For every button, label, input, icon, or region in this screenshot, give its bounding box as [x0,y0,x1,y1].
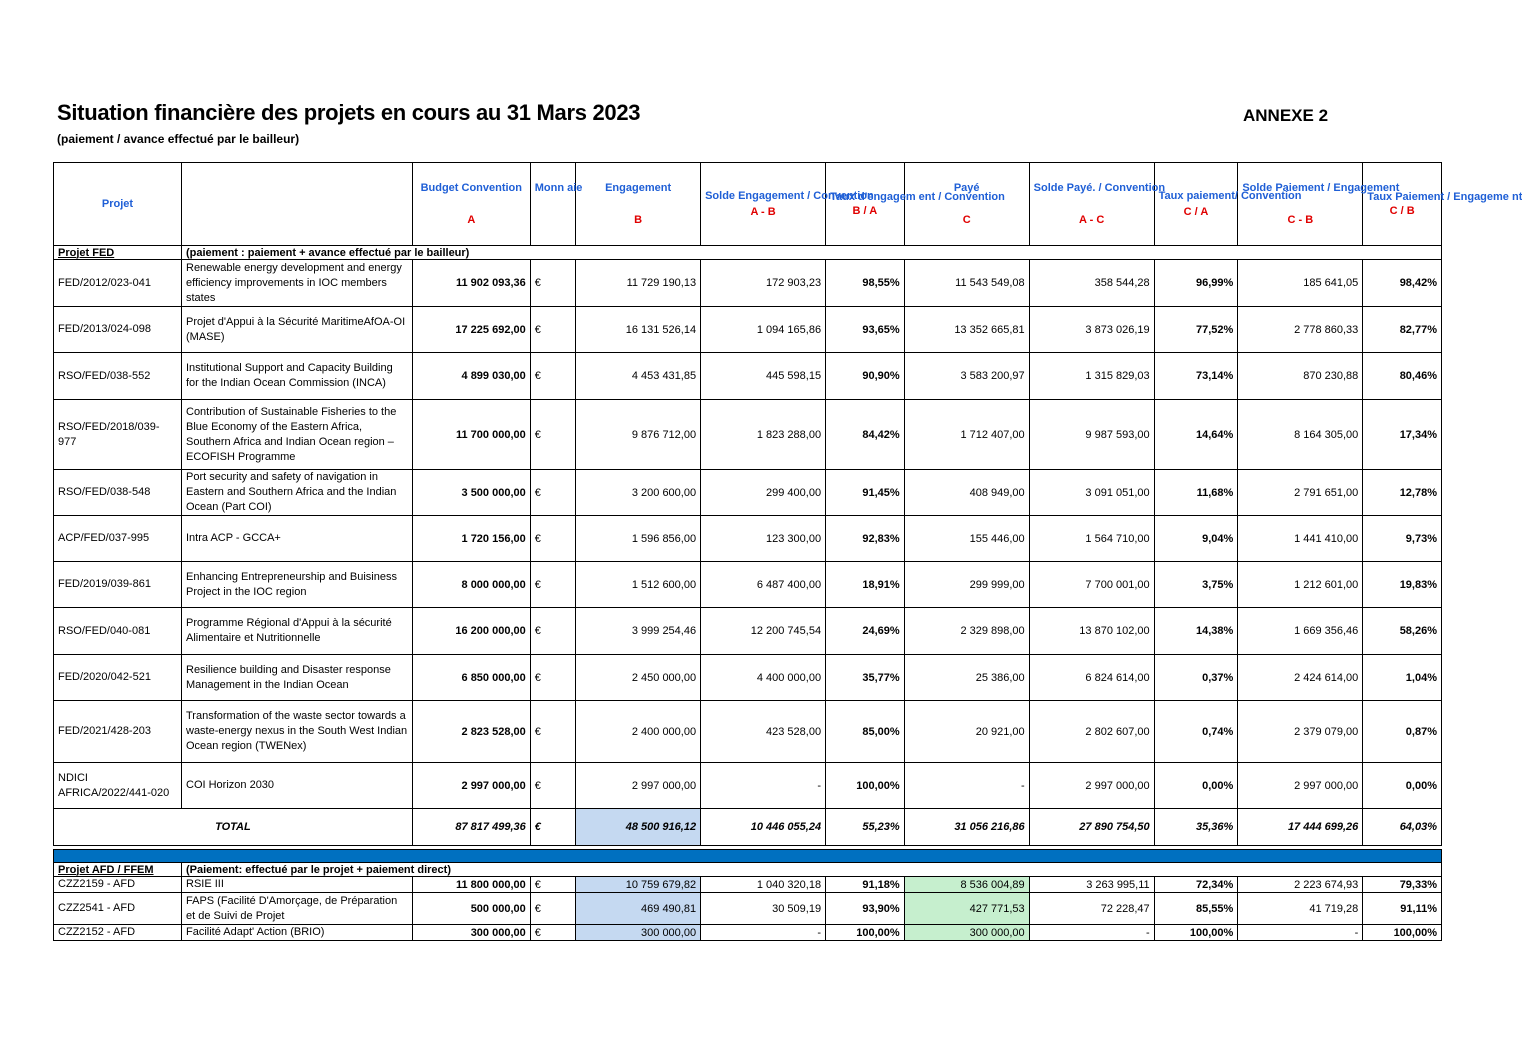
table-row [54,763,1442,809]
cell-taux-paiement: 0,74% [1154,701,1238,763]
cell-taux-engagement: 91,45% [826,470,905,516]
cell-engagement: 1 512 600,00 [576,562,701,608]
section-fed-row [54,246,1442,260]
header-paye: Payé C [904,163,1029,246]
cell-engagement: 300 000,00 [576,925,701,941]
cell-solde-paye: 9 987 593,00 [1029,400,1154,470]
cell-engagement: 11 729 190,13 [576,260,701,307]
cell-paye: - [904,763,1029,809]
cell-code: NDICI AFRICA/2022/441-020 [54,763,182,809]
cell-budget: 2 997 000,00 [412,763,530,809]
cell-taux-paiement-engagement: 1,04% [1363,655,1442,701]
cell-code: CZZ2152 - AFD [54,925,182,941]
section-fed-label: Projet FED [54,246,182,260]
cell-currency: € [530,701,575,763]
cell-solde-paiement: 870 230,88 [1238,353,1363,400]
cell-solde-paiement: 1 669 356,46 [1238,608,1363,655]
cell-taux-paiement: 9,04% [1154,516,1238,562]
cell-solde-engagement: 30 509,19 [701,893,826,925]
cell-taux-paiement-engagement: 12,78% [1363,470,1442,516]
cell-solde-paye: 358 544,28 [1029,260,1154,307]
cell-taux-engagement: 93,65% [826,307,905,353]
cell-taux-engagement: 84,42% [826,400,905,470]
cell-name: Transformation of the waste sector towards a waste-energy nexus in the South West Indian Ocean region (TWENex) [182,701,413,763]
cell-currency: € [530,307,575,353]
cell-paye: 25 386,00 [904,655,1029,701]
total-solde-paiement: 17 444 699,26 [1238,809,1363,846]
cell-code: CZZ2159 - AFD [54,877,182,893]
cell-code: FED/2012/023-041 [54,260,182,307]
total-taux-paiement-engagement: 64,03% [1363,809,1442,846]
cell-taux-paiement: 73,14% [1154,353,1238,400]
page-title: Situation financière des projets en cours au 31 Mars 2023 [57,100,641,125]
cell-engagement: 2 450 000,00 [576,655,701,701]
cell-paye: 1 712 407,00 [904,400,1029,470]
cell-taux-paiement: 77,52% [1154,307,1238,353]
section-afd-row [54,863,1442,877]
cell-solde-engagement: 12 200 745,54 [701,608,826,655]
header-taux-engagement: Taux d'engagem ent / Convention B / A [826,163,905,246]
table-row [54,893,1442,925]
cell-taux-engagement: 100,00% [826,763,905,809]
total-engagement: 48 500 916,12 [576,809,701,846]
cell-code: RSO/FED/038-548 [54,470,182,516]
cell-taux-paiement: 85,55% [1154,893,1238,925]
header-taux-paiement-engagement: Taux Paiement / Engageme nt C / B [1363,163,1442,246]
total-solde-paye: 27 890 754,50 [1029,809,1154,846]
cell-engagement: 3 200 600,00 [576,470,701,516]
cell-paye: 20 921,00 [904,701,1029,763]
cell-currency: € [530,877,575,893]
cell-code: RSO/FED/2018/039-977 [54,400,182,470]
cell-paye: 8 536 004,89 [904,877,1029,893]
cell-solde-paiement: - [1238,925,1363,941]
cell-solde-paiement: 2 997 000,00 [1238,763,1363,809]
cell-taux-paiement-engagement: 82,77% [1363,307,1442,353]
cell-taux-paiement: 0,00% [1154,763,1238,809]
cell-budget: 6 850 000,00 [412,655,530,701]
cell-engagement: 1 596 856,00 [576,516,701,562]
cell-taux-paiement-engagement: 79,33% [1363,877,1442,893]
cell-taux-engagement: 85,00% [826,701,905,763]
cell-engagement: 4 453 431,85 [576,353,701,400]
cell-taux-engagement: 35,77% [826,655,905,701]
cell-solde-engagement: 172 903,23 [701,260,826,307]
cell-taux-paiement-engagement: 100,00% [1363,925,1442,941]
cell-name: Intra ACP - GCCA+ [182,516,413,562]
header-solde-paiement: Solde Paiement / Engagement C - B [1238,163,1363,246]
cell-solde-paye: 3 263 995,11 [1029,877,1154,893]
cell-engagement: 10 759 679,82 [576,877,701,893]
cell-paye: 3 583 200,97 [904,353,1029,400]
cell-taux-paiement: 72,34% [1154,877,1238,893]
header-engagement: Engagement B [576,163,701,246]
cell-solde-engagement: 123 300,00 [701,516,826,562]
table-row [54,562,1442,608]
cell-name: Contribution of Sustainable Fisheries to the Blue Economy of the Eastern Africa, Southern Africa and Indian Ocean region – ECOFISH Programme [182,400,413,470]
table-row [54,470,1442,516]
cell-paye: 155 446,00 [904,516,1029,562]
total-budget: 87 817 499,36 [412,809,530,846]
header-projet: Projet [54,163,182,246]
cell-taux-engagement: 98,55% [826,260,905,307]
cell-taux-paiement-engagement: 58,26% [1363,608,1442,655]
cell-taux-paiement: 14,64% [1154,400,1238,470]
total-currency: € [530,809,575,846]
cell-taux-paiement: 0,37% [1154,655,1238,701]
cell-engagement: 2 400 000,00 [576,701,701,763]
cell-taux-paiement-engagement: 17,34% [1363,400,1442,470]
cell-currency: € [530,516,575,562]
cell-code: FED/2013/024-098 [54,307,182,353]
cell-taux-paiement-engagement: 0,00% [1363,763,1442,809]
cell-paye: 13 352 665,81 [904,307,1029,353]
cell-taux-paiement: 100,00% [1154,925,1238,941]
cell-paye: 408 949,00 [904,470,1029,516]
cell-currency: € [530,353,575,400]
cell-currency: € [530,562,575,608]
cell-budget: 11 700 000,00 [412,400,530,470]
table-row [54,655,1442,701]
table-row [54,516,1442,562]
section-afd-note: (Paiement: effectué par le projet + paiement direct) [182,863,1442,877]
cell-budget: 1 720 156,00 [412,516,530,562]
cell-solde-engagement: 423 528,00 [701,701,826,763]
cell-solde-paye: 2 997 000,00 [1029,763,1154,809]
cell-budget: 11 902 093,36 [412,260,530,307]
cell-currency: € [530,608,575,655]
cell-solde-engagement: - [701,763,826,809]
cell-name: Resilience building and Disaster response Management in the Indian Ocean [182,655,413,701]
cell-paye: 11 543 549,08 [904,260,1029,307]
cell-taux-paiement: 3,75% [1154,562,1238,608]
header-description [182,163,413,246]
cell-name: Facilité Adapt' Action (BRIO) [182,925,413,941]
cell-solde-paye: 72 228,47 [1029,893,1154,925]
cell-paye: 2 329 898,00 [904,608,1029,655]
cell-budget: 16 200 000,00 [412,608,530,655]
cell-solde-paye: 1 315 829,03 [1029,353,1154,400]
cell-solde-engagement: 6 487 400,00 [701,562,826,608]
section-afd-label: Projet AFD / FFEM [54,863,182,877]
cell-name: Port security and safety of navigation in Eastern and Southern Africa and the Indian Ocean (Part COI) [182,470,413,516]
cell-taux-paiement-engagement: 9,73% [1363,516,1442,562]
cell-solde-paiement: 185 641,05 [1238,260,1363,307]
cell-engagement: 469 490,81 [576,893,701,925]
cell-taux-engagement: 91,18% [826,877,905,893]
cell-solde-paiement: 1 441 410,00 [1238,516,1363,562]
cell-code: FED/2020/042-521 [54,655,182,701]
cell-engagement: 2 997 000,00 [576,763,701,809]
table-row [54,307,1442,353]
cell-solde-paye: 7 700 001,00 [1029,562,1154,608]
cell-taux-engagement: 92,83% [826,516,905,562]
cell-taux-paiement-engagement: 98,42% [1363,260,1442,307]
cell-name: COI Horizon 2030 [182,763,413,809]
cell-solde-engagement: 1 823 288,00 [701,400,826,470]
cell-name: Projet d'Appui à la Sécurité MaritimeAfOA-OI (MASE) [182,307,413,353]
cell-solde-paye: 3 873 026,19 [1029,307,1154,353]
section-fed-note: (paiement : paiement + avance effectué par le bailleur) [182,246,1442,260]
cell-currency: € [530,400,575,470]
cell-budget: 3 500 000,00 [412,470,530,516]
total-taux-paiement: 35,36% [1154,809,1238,846]
cell-solde-paiement: 2 424 614,00 [1238,655,1363,701]
cell-name: RSIE III [182,877,413,893]
cell-solde-paiement: 2 379 079,00 [1238,701,1363,763]
table-row [54,608,1442,655]
table-row [54,353,1442,400]
cell-solde-paiement: 2 223 674,93 [1238,877,1363,893]
table-row [54,400,1442,470]
cell-engagement: 9 876 712,00 [576,400,701,470]
cell-budget: 4 899 030,00 [412,353,530,400]
cell-currency: € [530,925,575,941]
cell-engagement: 16 131 526,14 [576,307,701,353]
table-row [54,701,1442,763]
cell-solde-engagement: 445 598,15 [701,353,826,400]
cell-solde-paye: 6 824 614,00 [1029,655,1154,701]
cell-solde-paye: 13 870 102,00 [1029,608,1154,655]
cell-paye: 427 771,53 [904,893,1029,925]
cell-solde-paye: 1 564 710,00 [1029,516,1154,562]
cell-solde-paiement: 2 791 651,00 [1238,470,1363,516]
cell-taux-paiement: 96,99% [1154,260,1238,307]
cell-solde-paiement: 2 778 860,33 [1238,307,1363,353]
cell-taux-engagement: 90,90% [826,353,905,400]
page-subtitle: (paiement / avance effectué par le bailleur) [57,132,300,146]
cell-taux-engagement: 100,00% [826,925,905,941]
cell-taux-paiement-engagement: 19,83% [1363,562,1442,608]
header-budget: Budget Convention A [412,163,530,246]
cell-solde-paiement: 41 719,28 [1238,893,1363,925]
header-solde-paye: Solde Payé. / Convention A - C [1029,163,1154,246]
cell-currency: € [530,260,575,307]
cell-currency: € [530,655,575,701]
cell-name: Institutional Support and Capacity Building for the Indian Ocean Commission (INCA) [182,353,413,400]
total-paye: 31 056 216,86 [904,809,1029,846]
cell-name: FAPS (Facilité D'Amorçage, de Préparation et de Suivi de Projet [182,893,413,925]
table-header-row [54,163,1442,246]
total-taux-engagement: 55,23% [826,809,905,846]
cell-solde-engagement: - [701,925,826,941]
cell-solde-engagement: 1 094 165,86 [701,307,826,353]
cell-code: RSO/FED/038-552 [54,353,182,400]
cell-budget: 2 823 528,00 [412,701,530,763]
header-solde-engagement: Solde Engagement / Convention A - B [701,163,826,246]
total-label: TOTAL [54,809,413,846]
section-divider-band [54,850,1442,863]
cell-taux-paiement-engagement: 91,11% [1363,893,1442,925]
cell-paye: 299 999,00 [904,562,1029,608]
cell-code: ACP/FED/037-995 [54,516,182,562]
cell-taux-engagement: 24,69% [826,608,905,655]
cell-code: RSO/FED/040-081 [54,608,182,655]
cell-budget: 17 225 692,00 [412,307,530,353]
cell-budget: 8 000 000,00 [412,562,530,608]
cell-solde-paiement: 1 212 601,00 [1238,562,1363,608]
cell-code: FED/2021/428-203 [54,701,182,763]
cell-budget: 300 000,00 [412,925,530,941]
annexe-label: ANNEXE 2 [1243,106,1329,125]
cell-solde-paye: 3 091 051,00 [1029,470,1154,516]
cell-solde-engagement: 1 040 320,18 [701,877,826,893]
cell-currency: € [530,763,575,809]
cell-solde-paiement: 8 164 305,00 [1238,400,1363,470]
total-row [54,809,1442,846]
cell-taux-paiement: 14,38% [1154,608,1238,655]
cell-solde-engagement: 299 400,00 [701,470,826,516]
cell-budget: 11 800 000,00 [412,877,530,893]
table-row [54,260,1442,307]
cell-taux-paiement-engagement: 0,87% [1363,701,1442,763]
cell-taux-paiement-engagement: 80,46% [1363,353,1442,400]
table-row [54,925,1442,941]
cell-solde-engagement: 4 400 000,00 [701,655,826,701]
cell-paye: 300 000,00 [904,925,1029,941]
cell-solde-paye: 2 802 607,00 [1029,701,1154,763]
cell-code: CZZ2541 - AFD [54,893,182,925]
total-solde-engagement: 10 446 055,24 [701,809,826,846]
header-monnaie: Monn aie [530,163,575,246]
cell-code: FED/2019/039-861 [54,562,182,608]
cell-name: Enhancing Entrepreneurship and Buisiness Project in the IOC region [182,562,413,608]
cell-name: Programme Régional d'Appui à la sécurité Alimentaire et Nutritionnelle [182,608,413,655]
header-taux-paiement: Taux paiement/ Convention C / A [1154,163,1238,246]
cell-taux-paiement: 11,68% [1154,470,1238,516]
cell-currency: € [530,470,575,516]
table-row [54,877,1442,893]
cell-engagement: 3 999 254,46 [576,608,701,655]
cell-solde-paye: - [1029,925,1154,941]
cell-budget: 500 000,00 [412,893,530,925]
cell-name: Renewable energy development and energy efficiency improvements in IOC members states [182,260,413,307]
cell-currency: € [530,893,575,925]
cell-taux-engagement: 18,91% [826,562,905,608]
cell-taux-engagement: 93,90% [826,893,905,925]
financial-table [53,162,1522,941]
